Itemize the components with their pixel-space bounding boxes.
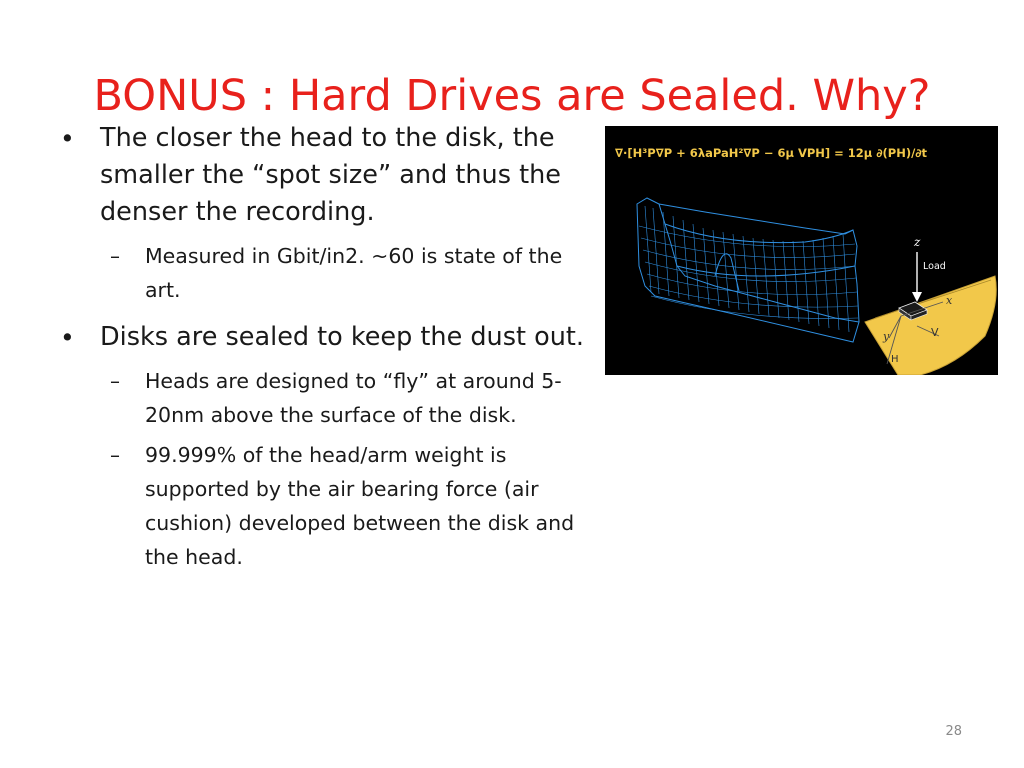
bullet-text: The closer the head to the disk, the smaller the “spot size” and thus the denser the recording.	[100, 123, 561, 227]
sub-bullet-text: 99.999% of the head/arm weight is supported by the air bearing force (air cushion) developed between the disk and the head.	[145, 443, 575, 569]
bullet-item	[60, 319, 600, 356]
bullet-text: Disks are sealed to keep the dust out.	[100, 322, 584, 352]
y-axis-label: y	[883, 330, 890, 343]
bullet-list	[60, 120, 600, 586]
bullet-marker: •	[60, 124, 75, 153]
velocity-label: V	[931, 326, 939, 339]
sub-bullet-text: Heads are designed to “fly” at around 5-20nm above the surface of the disk.	[145, 369, 562, 427]
x-axis-label: x	[946, 294, 953, 307]
z-axis-label: z	[914, 235, 921, 249]
sub-bullet-item	[60, 239, 600, 307]
air-bearing-figure	[605, 126, 998, 375]
air-bearing-illustration	[605, 126, 998, 375]
sub-bullet-marker: –	[110, 369, 120, 393]
reynolds-equation: ∇·[H³P∇P + 6λaPaH²∇P − 6μ VPH] = 12μ ∂(PH)/∂t	[615, 146, 928, 160]
bullet-item	[60, 120, 600, 231]
page-number: 28	[945, 724, 962, 739]
load-label: Load	[923, 261, 946, 272]
sub-bullet-list	[60, 364, 600, 574]
sub-bullet-list	[60, 239, 600, 307]
height-label: H	[891, 354, 899, 365]
sub-bullet-text: Measured in Gbit/in2. ~60 is state of the art.	[145, 244, 563, 302]
sub-bullet-item	[60, 364, 600, 432]
sub-bullet-item	[60, 438, 600, 574]
sub-bullet-marker: –	[110, 244, 120, 268]
slide-title: BONUS : Hard Drives are Sealed. Why?	[93, 71, 931, 121]
sub-bullet-marker: –	[110, 443, 120, 467]
bullet-marker: •	[60, 323, 75, 352]
